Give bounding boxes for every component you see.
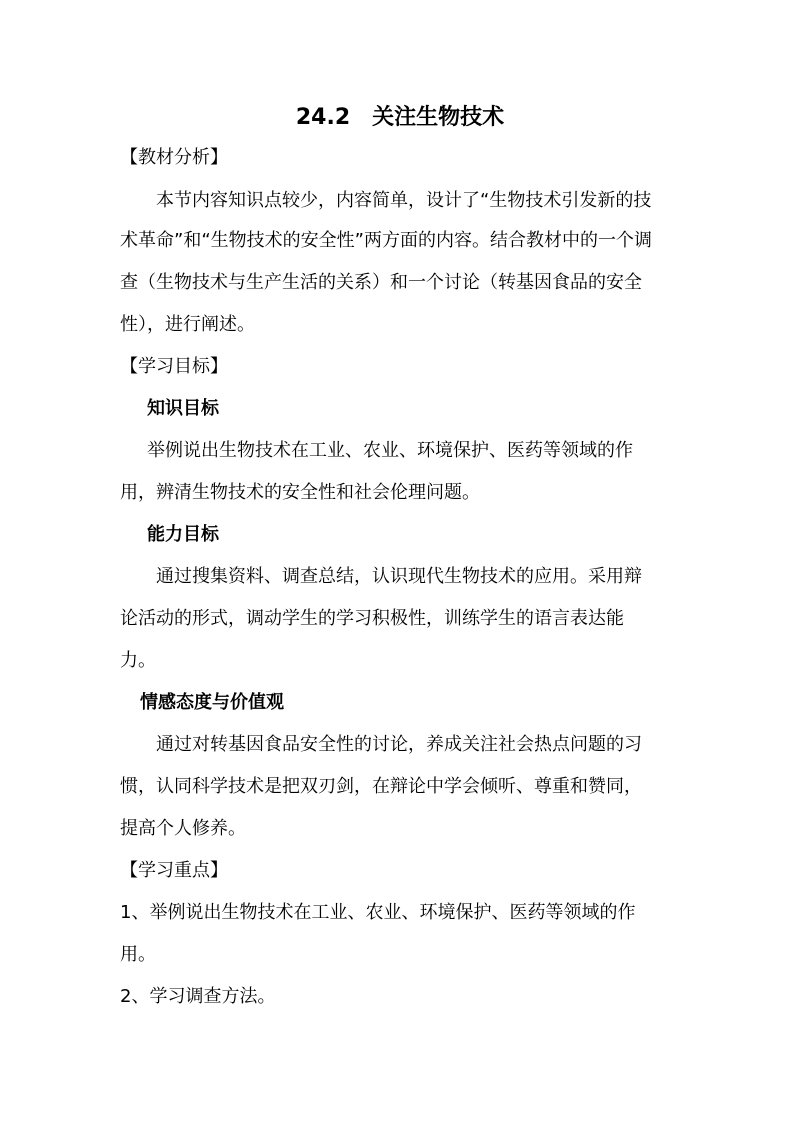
paragraph-line: 术革命”和“生物技术的安全性”两方面的内容。结合教材中的一个调 (120, 230, 652, 251)
section-heading-analysis: 【教材分析】 (120, 147, 228, 168)
subheading-ability: 能力目标 (147, 524, 219, 545)
list-item: 2、学习调查方法。 (120, 986, 276, 1007)
paragraph-line: 提高个人修养。 (120, 818, 246, 839)
paragraph-line: 用，辨清生物技术的安全性和社会伦理问题。 (120, 482, 480, 503)
paragraph-line: 性），进行阐述。 (120, 314, 255, 335)
paragraph-line: 力。 (120, 650, 156, 671)
paragraph-line: 通过搜集资料、调查总结，认识现代生物技术的应用。采用辩 (156, 566, 642, 587)
subheading-attitude: 情感态度与价值观 (140, 692, 284, 713)
paragraph-line: 举例说出生物技术在工业、农业、环境保护、医药等领域的作 (147, 440, 633, 461)
section-heading-objectives: 【学习目标】 (120, 356, 228, 377)
page-title: 24.2 关注生物技术 (295, 105, 505, 130)
section-heading-key-points: 【学习重点】 (120, 860, 228, 881)
paragraph-line: 论活动的形式，调动学生的学习积极性，训练学生的语言表达能 (120, 608, 624, 629)
paragraph-line: 惯，认同科学技术是把双刃剑，在辩论中学会倾听、尊重和赞同， (120, 776, 642, 797)
subheading-knowledge: 知识目标 (147, 398, 219, 419)
list-item: 1、举例说出生物技术在工业、农业、环境保护、医药等领域的作 (120, 902, 636, 923)
paragraph-line: 本节内容知识点较少，内容简单，设计了“生物技术引发新的技 (156, 190, 652, 211)
paragraph-line: 查（生物技术与生产生活的关系）和一个讨论（转基因食品的安全 (120, 272, 642, 293)
list-item: 用。 (120, 944, 156, 965)
paragraph-line: 通过对转基因食品安全性的讨论，养成关注社会热点问题的习 (156, 734, 642, 755)
